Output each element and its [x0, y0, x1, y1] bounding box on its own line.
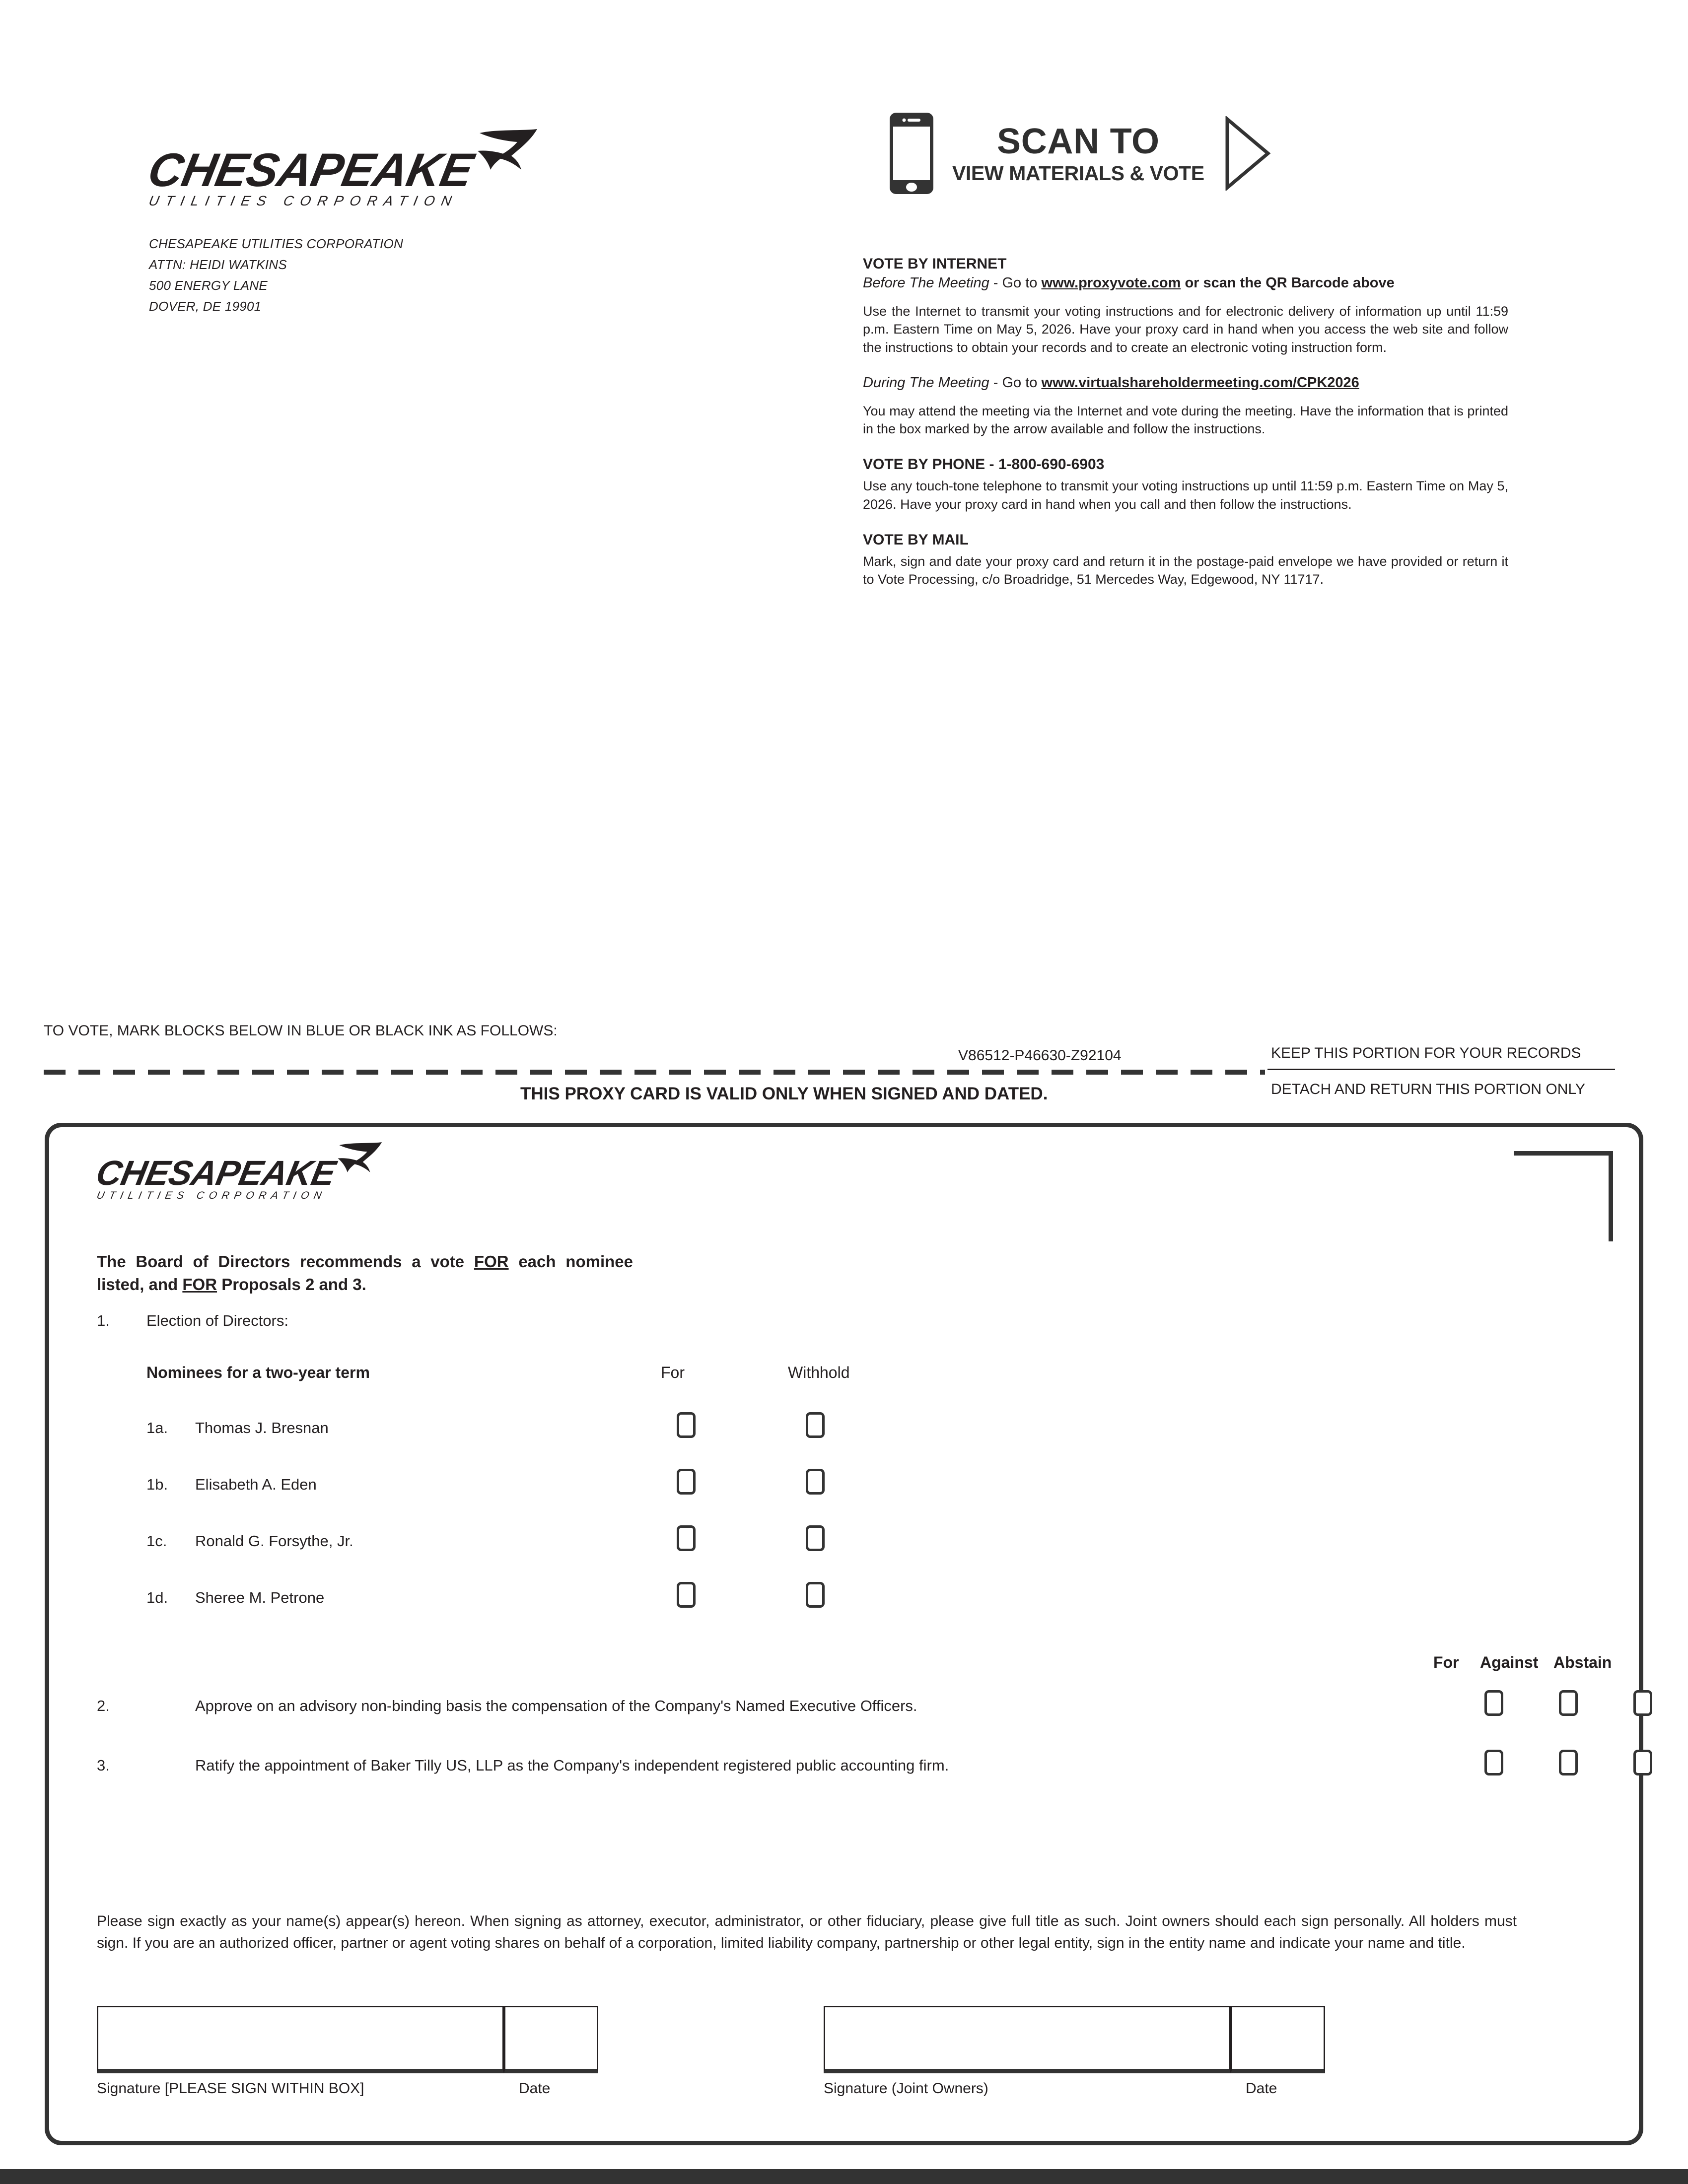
table-row — [146, 1405, 1586, 1462]
keep-portion-divider — [1267, 1069, 1615, 1070]
before-meeting-prefix: - Go to — [989, 275, 1042, 291]
mark-blocks-note: TO VOTE, MARK BLOCKS BELOW IN BLUE OR BLACK INK AS FOLLOWS: — [44, 1023, 558, 1039]
vote-internet-before-body: Use the Internet to transmit your voting instructions and for electronic delivery of information up until 11:59 p.m. Eastern Time on May 5, 2026. Have your proxy card in hand when you access the web site and follow the instructions to obtain your records and to create an electronic voting instruction form. — [863, 304, 1508, 355]
joint-signature-date-label: Date — [1246, 2080, 1277, 2097]
vote-by-phone-body: Use any touch-tone telephone to transmit your voting instructions up until 11:59 p.m. Eastern Time on May 5, 2026. Have your proxy card in hand when you call and then follow the instructions. — [863, 478, 1508, 512]
virtual-meeting-link[interactable]: www.virtualshareholdermeeting.com/CPK2026 — [1041, 374, 1359, 391]
nominees-header: Nominees for a two-year term — [146, 1364, 370, 1381]
checkbox-withhold-nominee-1d[interactable] — [806, 1582, 825, 1608]
during-meeting-label: During The Meeting — [863, 374, 989, 391]
nominee-id: 1d. — [146, 1589, 168, 1606]
control-number-corner-bracket — [1514, 1151, 1613, 1241]
nominee-name: Thomas J. Bresnan — [195, 1419, 329, 1436]
board-rec-for-2: FOR — [182, 1275, 217, 1294]
mailing-address — [149, 233, 403, 317]
table-row — [146, 1575, 1586, 1632]
nominee-name: Sheree M. Petrone — [195, 1589, 325, 1606]
board-recommendation — [97, 1250, 633, 1296]
signature-group-joint — [824, 2006, 1325, 2097]
address-line: ATTN: HEIDI WATKINS — [149, 257, 287, 273]
smartphone-icon — [889, 112, 934, 195]
before-meeting-label: Before The Meeting — [863, 275, 989, 291]
checkbox-against-proposal-2[interactable] — [1559, 1690, 1578, 1716]
checkbox-against-proposal-3[interactable] — [1559, 1750, 1578, 1775]
column-header-for: For — [1433, 1653, 1459, 1671]
proposal-text: Approve on an advisory non-binding basis the compensation of the Company's Named Executive Officers. — [195, 1697, 917, 1714]
scan-to-subtitle: VIEW MATERIALS & VOTE — [952, 161, 1204, 185]
checkbox-abstain-proposal-3[interactable] — [1633, 1750, 1652, 1775]
control-number: V86512-P46630-Z92104 — [958, 1047, 1122, 1064]
signature-group-primary — [97, 2006, 598, 2097]
board-rec-part3: Proposals 2 and 3. — [217, 1275, 366, 1294]
vote-by-mail-heading: VOTE BY MAIL — [863, 531, 969, 548]
card-logo-subtitle-corporation: CORPORATION — [195, 1190, 328, 1202]
bottom-bar — [0, 2169, 1688, 2184]
proposal-number: 3. — [97, 1757, 110, 1774]
vote-instructions — [863, 254, 1508, 588]
scan-to-banner — [889, 112, 1272, 195]
nominee-id: 1c. — [146, 1532, 167, 1550]
card-swoosh-bird-icon — [337, 1141, 385, 1186]
column-header-for: For — [661, 1364, 685, 1381]
joint-signature-input[interactable] — [824, 2006, 1231, 2073]
address-line: DOVER, DE 19901 — [149, 299, 262, 314]
card-logo-subtitle-utilities: UTILITIES — [95, 1190, 190, 1202]
checkbox-withhold-nominee-1b[interactable] — [806, 1469, 825, 1495]
proposal-number: 2. — [97, 1697, 110, 1714]
joint-signature-label: Signature (Joint Owners) — [824, 2080, 988, 2097]
card-logo-wordmark: CHESAPEAKE — [93, 1154, 339, 1192]
checkbox-abstain-proposal-2[interactable] — [1633, 1690, 1652, 1716]
nominee-name: Ronald G. Forsythe, Jr. — [195, 1532, 353, 1550]
checkbox-withhold-nominee-1a[interactable] — [806, 1412, 825, 1438]
detach-portion-label: DETACH AND RETURN THIS PORTION ONLY — [1271, 1081, 1585, 1097]
column-header-against: Against — [1480, 1653, 1539, 1671]
checkbox-for-proposal-3[interactable] — [1484, 1750, 1503, 1775]
checkbox-for-proposal-2[interactable] — [1484, 1690, 1503, 1716]
vote-by-internet-heading: VOTE BY INTERNET — [863, 256, 1007, 272]
column-header-abstain: Abstain — [1553, 1653, 1612, 1671]
card-company-logo — [93, 1154, 339, 1202]
vote-internet-during-line — [863, 373, 1508, 392]
checkbox-withhold-nominee-1c[interactable] — [806, 1525, 825, 1551]
checkbox-for-nominee-1a[interactable] — [677, 1412, 696, 1438]
during-meeting-prefix: - Go to — [989, 374, 1042, 391]
logo-wordmark: CHESAPEAKE — [143, 144, 477, 197]
proposal-text: Ratify the appointment of Baker Tilly US, LLP as the Company's independent registered public accounting firm. — [195, 1757, 949, 1774]
address-line: 500 ENERGY LANE — [149, 278, 268, 293]
swoosh-bird-icon — [477, 128, 541, 188]
nominee-name: Elisabeth A. Eden — [195, 1476, 317, 1493]
signature-date-label: Date — [519, 2080, 551, 2097]
vote-column-headers — [49, 1653, 1648, 1673]
table-row — [146, 1518, 1586, 1575]
company-logo — [143, 144, 477, 209]
board-rec-part1: The Board of Directors recommends a vote — [97, 1252, 474, 1271]
vote-internet-during-body: You may attend the meeting via the Internet and vote during the meeting. Have the information that is printed in the box marked by the arrow available and follow the instructions. — [863, 404, 1508, 437]
logo-subtitle-utilities: UTILITIES — [147, 193, 275, 209]
address-line: CHESAPEAKE UTILITIES CORPORATION — [149, 236, 404, 251]
tear-off-dashed-line — [44, 1070, 1265, 1075]
signature-input[interactable] — [97, 2006, 504, 2073]
board-rec-part2: each nominee listed, and — [97, 1252, 633, 1294]
triangle-right-icon — [1222, 116, 1272, 191]
board-rec-for-1: FOR — [474, 1252, 509, 1271]
joint-signature-date-input[interactable] — [1231, 2006, 1325, 2073]
logo-subtitle-corporation: CORPORATION — [282, 193, 460, 209]
vote-internet-before-line — [863, 273, 1508, 292]
scan-to-title: SCAN TO — [996, 121, 1160, 161]
proxy-card — [45, 1123, 1643, 2145]
keep-portion-label: KEEP THIS PORTION FOR YOUR RECORDS — [1271, 1045, 1581, 1061]
proposal-1-title: Election of Directors: — [146, 1312, 288, 1329]
checkbox-for-nominee-1c[interactable] — [677, 1525, 696, 1551]
proxyvote-link[interactable]: www.proxyvote.com — [1041, 275, 1181, 291]
before-meeting-suffix: or scan the QR Barcode above — [1181, 275, 1395, 291]
valid-when-signed-note: THIS PROXY CARD IS VALID ONLY WHEN SIGNED AND DATED. — [520, 1084, 1048, 1103]
signature-date-input[interactable] — [504, 2006, 598, 2073]
table-row — [146, 1462, 1586, 1518]
checkbox-for-nominee-1d[interactable] — [677, 1582, 696, 1608]
signature-label: Signature [PLEASE SIGN WITHIN BOX] — [97, 2080, 364, 2097]
column-header-withhold: Withhold — [788, 1364, 850, 1381]
nominee-id: 1a. — [146, 1419, 168, 1436]
nominee-id: 1b. — [146, 1476, 168, 1493]
checkbox-for-nominee-1b[interactable] — [677, 1469, 696, 1495]
proposal-1-number: 1. — [97, 1312, 110, 1329]
vote-by-mail-body: Mark, sign and date your proxy card and return it in the postage-paid envelope we have provided or return it to Vote Processing, c/o Broadridge, 51 Mercedes Way, Edgewood, NY 11717. — [863, 553, 1508, 587]
signature-instructions: Please sign exactly as your name(s) appear(s) hereon. When signing as attorney, executor, administrator, or other fiduciary, please give full title as such. Joint owners should each sign personally. All holders must sign. If you are an authorized officer, partner or agent voting shares on behalf of a corporation, limited liability company, partnership or other legal entity, sign in the entity name and indicate your name and title. — [97, 1913, 1517, 1951]
vote-by-phone-heading: VOTE BY PHONE - 1-800-690-6903 — [863, 456, 1105, 473]
